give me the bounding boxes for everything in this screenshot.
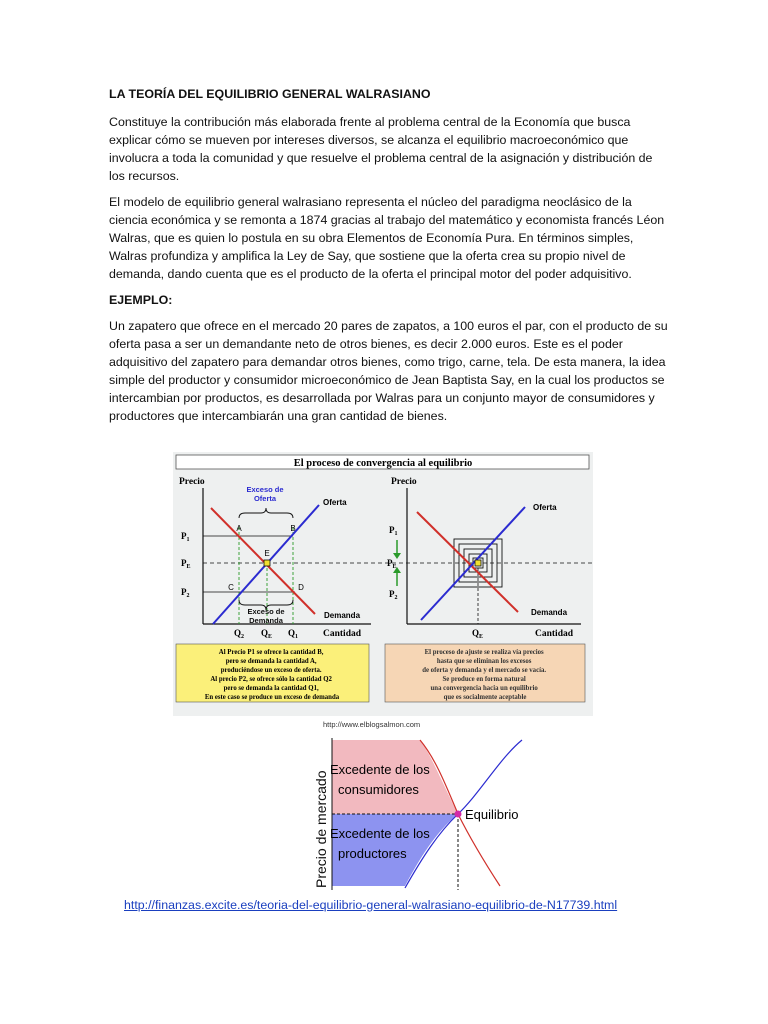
- point-a-label: A: [236, 524, 242, 533]
- left-p2-label: $P_2$: [181, 587, 190, 599]
- left-y-label: Precio: [179, 477, 205, 487]
- paragraph-1: Constituye la contribución más elaborada frente al problema central de la Economía que busca explicar cómo se mueven por intereses diversos, se alcanza el equilibrio macroeconómico que involucra a toda la comunidad y que resuelve el problema central de la asignación y distribución de los recursos.: [109, 115, 653, 183]
- example-paragraph: Un zapatero que ofrece en el mercado 20 pares de zapatos, a 100 euros el par, con el producto de su oferta pasa a ser un demandante neto de otros bienes, es decir 2.000 euros. Este es el poder adquisitivo del zapatero para demandar otros bienes, como trigo, carne, tela. De esta manera, la idea simple del productor y consumidor microeconómico de Jean Baptista Say, en la cual los productos se intercambian por productos, es desarrollada por Walras para un conjunto mayor de consumidores y productores que intercambiarán una gran cantidad de bienes.: [109, 319, 668, 423]
- right-y-label: Precio: [391, 477, 417, 487]
- right-equilibrium-marker: [475, 560, 481, 566]
- document-body: [109, 113, 669, 433]
- left-caption: Al Precio P1 se ofrece la cantidad B, pero se demanda la cantidad A, produciéndose un exceso de oferta. Al precio P2, se ofrece sólo la cantidad Q2 pero se demanda la cantidad Q1, En este caso se produce un exceso de demanda: [204, 649, 340, 701]
- left-q1-label: $Q_1$: [288, 628, 299, 640]
- document-title: LA TEORÍA DEL EQUILIBRIO GENERAL WALRASIANO: [109, 87, 431, 101]
- paragraph-2: El modelo de equilibrio general walrasiano representa el núcleo del paradigma neoclásico de la ciencia económica y se remonta a 1874 gracias al trabajo del matemático y economista francés Léon Walras, que es quien lo postula en su obra Elementos de Economía Pura. En términos simples, Walras profundiza y amplifica la Ley de Say, que sostiene que la oferta crea su propio nivel de demanda, dando cuenta que es el producto de la oferta el principal motor del poder adquisitivo.: [109, 195, 665, 281]
- equilibrium-point: [455, 811, 462, 818]
- left-p1-label: $P_1$: [181, 531, 190, 543]
- left-equilibrium-marker: [264, 560, 270, 566]
- right-x-label: Cantidad: [535, 629, 574, 639]
- right-pe-label: $P_E$: [387, 558, 397, 570]
- left-x-label: Cantidad: [323, 629, 362, 639]
- consumer-surplus-label: Excedente de los consumidores: [330, 762, 430, 797]
- convergence-figure: [173, 452, 593, 732]
- figure-source: http://www.elblogsalmon.com: [323, 720, 421, 729]
- left-supply-label: Oferta: [323, 498, 347, 507]
- point-c-label: C: [228, 583, 234, 592]
- example-heading: EJEMPLO:: [109, 293, 173, 307]
- right-p1-label: $P_1$: [389, 525, 398, 537]
- figure-title: El proceso de convergencia al equilibrio: [293, 458, 473, 469]
- consumer-surplus-area: [332, 740, 458, 814]
- right-p2-label: $P_2$: [389, 589, 398, 601]
- surplus-y-label: Precio de mercado: [313, 770, 329, 888]
- point-d-label: D: [298, 583, 304, 592]
- producer-surplus-label: Excedente de los productores: [330, 826, 430, 861]
- right-supply-label: Oferta: [533, 503, 557, 512]
- equilibrium-label: Equilibrio: [465, 807, 519, 822]
- right-caption: El proceso de ajuste se realiza vía precios hasta que se eliminan los excesos de oferta y demanda y el mercado se vacía. Se produce en forma natural una convergencia hacia un equilibrio que es socialmente aceptable: [422, 649, 547, 701]
- point-b-label: B: [290, 524, 296, 533]
- excess-supply-label: Exceso de Oferta: [246, 485, 284, 503]
- left-q2-label: $Q_2$: [234, 628, 245, 640]
- point-e-label: E: [264, 549, 270, 558]
- source-link[interactable]: http://finanzas.excite.es/teoria-del-equilibrio-general-walrasiano-equilibrio-de-N17739.html: [124, 898, 618, 912]
- right-qe-label: $Q_E$: [472, 628, 484, 640]
- excess-demand-label: Exceso de Demanda: [247, 607, 285, 625]
- left-qe-label: $Q_E$: [261, 628, 273, 640]
- left-demand-label: Demanda: [324, 611, 361, 620]
- right-demand-label: Demanda: [531, 608, 568, 617]
- left-pe-label: $P_E$: [181, 558, 191, 570]
- surplus-figure: [310, 738, 525, 890]
